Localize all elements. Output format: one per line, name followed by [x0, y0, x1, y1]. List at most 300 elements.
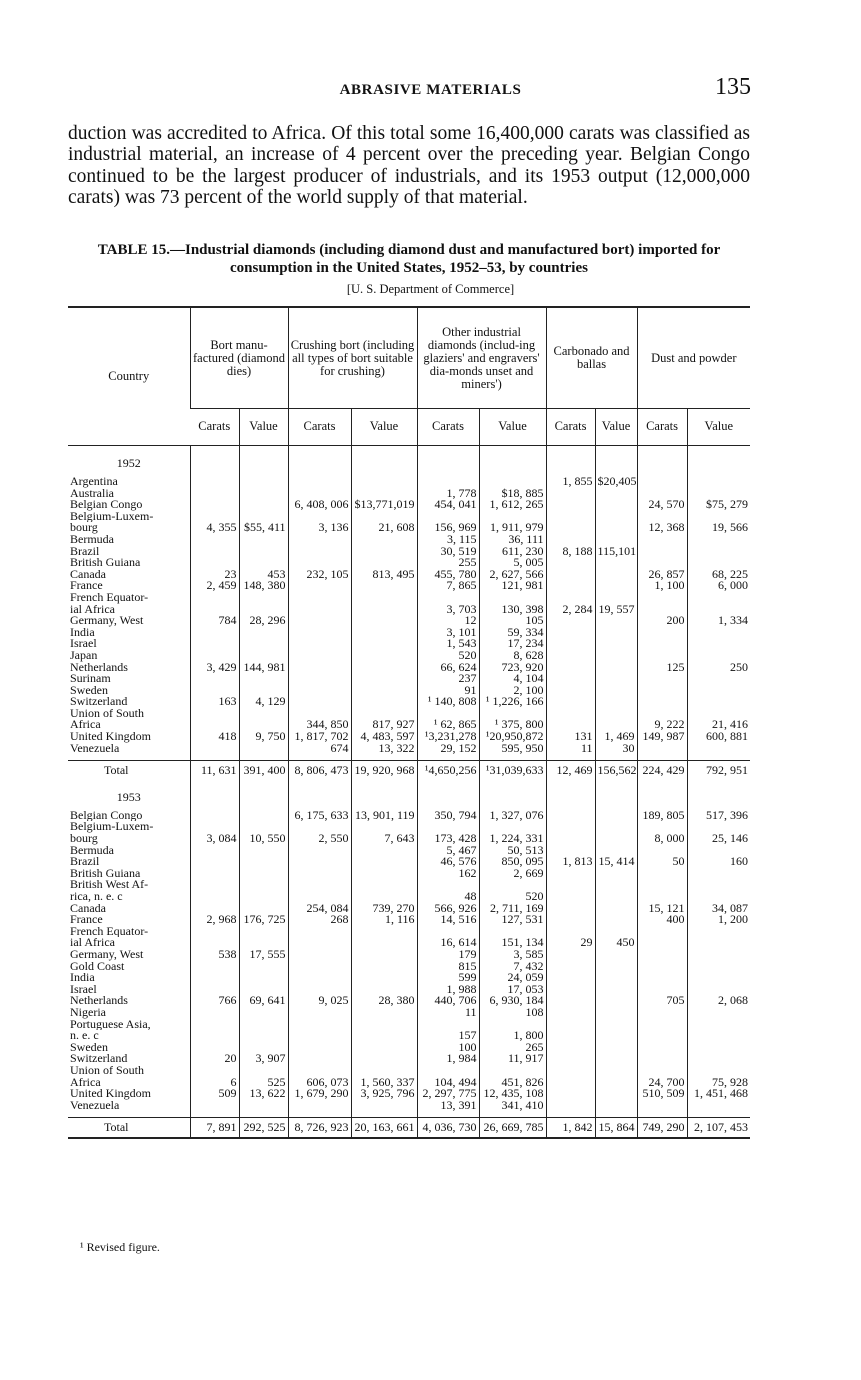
- data-cell: [351, 1007, 417, 1019]
- subheader-value: Value: [239, 409, 288, 446]
- data-cell: 1, 800: [479, 1030, 546, 1042]
- empty-cell: [417, 446, 479, 477]
- data-cell: 12, 368: [637, 522, 687, 534]
- data-cell: 450: [595, 937, 637, 949]
- table-row: [68, 580, 750, 592]
- data-cell: [595, 995, 637, 1007]
- empty-cell: [595, 879, 637, 891]
- data-cell: [595, 580, 637, 592]
- data-cell: [637, 1100, 687, 1112]
- total-cell: 15, 864: [595, 1118, 637, 1138]
- country-name: Netherlands: [70, 995, 128, 1007]
- data-cell: 91: [417, 685, 479, 697]
- year-row: [68, 446, 750, 477]
- data-cell: 200: [637, 615, 687, 627]
- country-name: Venezuela: [70, 742, 120, 755]
- empty-cell: [479, 879, 546, 891]
- table-row: [68, 627, 750, 639]
- data-cell: [637, 949, 687, 961]
- empty-cell: [190, 879, 239, 891]
- data-cell: [190, 604, 239, 616]
- total-cell: ¹4,650,256: [417, 761, 479, 780]
- empty-cell: [288, 780, 351, 810]
- table-row: [68, 845, 750, 857]
- data-cell: [351, 856, 417, 868]
- country-name: Germany, West: [70, 615, 144, 627]
- table-row: [68, 995, 750, 1007]
- empty-cell: [479, 821, 546, 833]
- data-cell: 2, 459: [190, 580, 239, 592]
- country-name: Sweden: [70, 684, 108, 697]
- data-cell: [595, 972, 637, 984]
- empty-cell: [239, 511, 288, 523]
- data-cell: 10, 550: [239, 833, 288, 845]
- table-row: [68, 557, 750, 569]
- data-cell: 344, 850: [288, 719, 351, 731]
- data-cell: 28, 296: [239, 615, 288, 627]
- total-cell: 1, 842: [546, 1118, 595, 1138]
- data-cell: 739, 270: [351, 903, 417, 915]
- data-cell: [239, 984, 288, 996]
- table-row: [68, 937, 750, 949]
- data-cell: [351, 845, 417, 857]
- empty-cell: [595, 821, 637, 833]
- data-cell: 455, 780: [417, 569, 479, 581]
- table-row: [68, 615, 750, 627]
- data-cell: 50: [637, 856, 687, 868]
- data-cell: 418: [190, 731, 239, 743]
- data-cell: 1, 451, 468: [687, 1088, 750, 1100]
- empty-cell: [239, 1019, 288, 1031]
- empty-cell: [546, 1065, 595, 1077]
- data-cell: [239, 604, 288, 616]
- empty-cell: [479, 1019, 546, 1031]
- empty-cell: [546, 708, 595, 720]
- data-cell: [239, 719, 288, 731]
- data-cell: [687, 937, 750, 949]
- data-cell: [687, 984, 750, 996]
- country-name: ial Africa: [70, 603, 115, 616]
- data-cell: 232, 105: [288, 569, 351, 581]
- data-cell: [239, 534, 288, 546]
- data-cell: [239, 937, 288, 949]
- data-cell: [288, 1053, 351, 1065]
- total-cell: 8, 806, 473: [288, 761, 351, 780]
- data-cell: [239, 972, 288, 984]
- data-cell: [417, 476, 479, 488]
- data-cell: 17, 053: [479, 984, 546, 996]
- data-cell: [687, 972, 750, 984]
- data-cell: [239, 499, 288, 511]
- table-row: [68, 810, 750, 822]
- empty-cell: [687, 708, 750, 720]
- data-cell: [637, 1007, 687, 1019]
- empty-cell: [417, 592, 479, 604]
- data-cell: 2, 669: [479, 868, 546, 880]
- subheader-value: Value: [595, 409, 637, 446]
- empty-cell: [190, 446, 239, 477]
- data-cell: [288, 685, 351, 697]
- empty-cell: [637, 592, 687, 604]
- header-bort-manufactured: Bort manu-factured (diamond dies): [190, 307, 288, 409]
- data-cell: 1, 100: [637, 580, 687, 592]
- page-number: 135: [715, 74, 751, 100]
- data-cell: [637, 696, 687, 708]
- table-row: [68, 534, 750, 546]
- data-cell: [687, 534, 750, 546]
- empty-cell: [288, 708, 351, 720]
- data-cell: [546, 903, 595, 915]
- data-cell: 766: [190, 995, 239, 1007]
- empty-cell: [351, 1019, 417, 1031]
- data-cell: [351, 1053, 417, 1065]
- data-cell: 68, 225: [687, 569, 750, 581]
- country-name: ial Africa: [70, 937, 115, 949]
- data-cell: 36, 111: [479, 534, 546, 546]
- data-cell: [288, 1042, 351, 1054]
- data-cell: [190, 476, 239, 488]
- data-cell: [595, 685, 637, 697]
- data-cell: [637, 937, 687, 949]
- total-row: [68, 1118, 750, 1138]
- data-cell: [288, 638, 351, 650]
- country-name: Bermuda: [70, 533, 114, 546]
- table-row: [68, 961, 750, 973]
- data-cell: 525: [239, 1077, 288, 1089]
- data-cell: 520: [479, 891, 546, 903]
- data-cell: 6, 930, 184: [479, 995, 546, 1007]
- empty-cell: [595, 592, 637, 604]
- data-cell: 400: [637, 914, 687, 926]
- data-cell: 1, 813: [546, 856, 595, 868]
- empty-cell: [288, 1065, 351, 1077]
- data-cell: 1, 224, 331: [479, 833, 546, 845]
- data-cell: 9, 025: [288, 995, 351, 1007]
- data-cell: [288, 557, 351, 569]
- intro-paragraph: duction was accredited to Africa. Of this total some 16,400,000 carats was classified as industrial material, an increase of 4 percent over the preceding year. Belgian Congo continued to be the largest producer of industrials, and its 1953 output (12,000,000 carats) was 73 percent of the world supply of that material.: [68, 123, 750, 209]
- table-row: [68, 984, 750, 996]
- total-label: Total: [68, 761, 190, 780]
- country-name: French Equator-: [70, 925, 149, 938]
- data-cell: [546, 833, 595, 845]
- empty-cell: [190, 780, 239, 810]
- table-row: [68, 1053, 750, 1065]
- total-cell: 4, 036, 730: [417, 1118, 479, 1138]
- data-cell: 1, 817, 702: [288, 731, 351, 743]
- data-cell: [239, 488, 288, 500]
- data-cell: 14, 516: [417, 914, 479, 926]
- data-cell: [687, 1053, 750, 1065]
- data-cell: 30: [595, 743, 637, 755]
- data-cell: 817, 927: [351, 719, 417, 731]
- empty-cell: [595, 926, 637, 938]
- total-cell: ¹31,039,633: [479, 761, 546, 780]
- empty-cell: [417, 780, 479, 810]
- empty-cell: [417, 708, 479, 720]
- data-cell: 6, 408, 006: [288, 499, 351, 511]
- data-cell: [687, 604, 750, 616]
- year-label: 1952: [116, 456, 141, 471]
- country-name: Belgian Congo: [70, 499, 143, 511]
- data-cell: [239, 650, 288, 662]
- empty-cell: [417, 511, 479, 523]
- data-cell: 3, 925, 796: [351, 1088, 417, 1100]
- empty-cell: [687, 1065, 750, 1077]
- data-cell: [288, 868, 351, 880]
- country-name: Australia: [70, 487, 114, 500]
- data-cell: 156, 969: [417, 522, 479, 534]
- data-cell: [637, 1053, 687, 1065]
- data-cell: [687, 673, 750, 685]
- data-cell: [288, 845, 351, 857]
- data-cell: 125: [637, 662, 687, 674]
- data-cell: 599: [417, 972, 479, 984]
- data-cell: [595, 696, 637, 708]
- country-name: Israel: [70, 983, 97, 996]
- data-cell: 131: [546, 731, 595, 743]
- data-cell: [595, 522, 637, 534]
- table-row: [68, 696, 750, 708]
- data-cell: 2, 100: [479, 685, 546, 697]
- data-cell: [546, 1088, 595, 1100]
- data-cell: [351, 650, 417, 662]
- country-name: Israel: [70, 638, 97, 650]
- data-cell: 254, 084: [288, 903, 351, 915]
- data-cell: 6, 175, 633: [288, 810, 351, 822]
- data-cell: 350, 794: [417, 810, 479, 822]
- data-cell: [687, 696, 750, 708]
- data-cell: [288, 1030, 351, 1042]
- empty-cell: [637, 708, 687, 720]
- data-cell: [351, 662, 417, 674]
- data-cell: [546, 914, 595, 926]
- country-name: British West Af-: [70, 879, 149, 891]
- data-cell: 6, 000: [687, 580, 750, 592]
- data-cell: [351, 1042, 417, 1054]
- data-cell: [546, 557, 595, 569]
- data-cell: [595, 534, 637, 546]
- data-cell: [190, 1030, 239, 1042]
- data-cell: [546, 1100, 595, 1112]
- empty-cell: [190, 708, 239, 720]
- table-row: [68, 743, 750, 755]
- country-name: n. e. c: [70, 1030, 99, 1042]
- country-name: Africa: [70, 719, 101, 732]
- table-row: [68, 546, 750, 558]
- empty-cell: [351, 592, 417, 604]
- country-name: India: [70, 626, 95, 639]
- empty-cell: [351, 780, 417, 810]
- empty-cell: [479, 511, 546, 523]
- data-cell: 1, 984: [417, 1053, 479, 1065]
- total-label: Total: [68, 1118, 190, 1138]
- data-cell: 9, 750: [239, 731, 288, 743]
- subheader-carats: Carats: [198, 419, 231, 434]
- data-cell: [288, 984, 351, 996]
- data-cell: [190, 856, 239, 868]
- data-cell: [351, 984, 417, 996]
- country-name: Belgium-Luxem-: [70, 821, 154, 834]
- table-row: [68, 1007, 750, 1019]
- data-cell: [637, 534, 687, 546]
- data-cell: [190, 638, 239, 650]
- data-cell: [546, 984, 595, 996]
- empty-cell: [637, 821, 687, 833]
- data-cell: [288, 696, 351, 708]
- data-cell: [595, 845, 637, 857]
- empty-cell: [687, 926, 750, 938]
- data-cell: 46, 576: [417, 856, 479, 868]
- data-cell: 3, 907: [239, 1053, 288, 1065]
- country-name: Bermuda: [70, 844, 114, 857]
- empty-cell: [687, 511, 750, 523]
- data-cell: $75, 279: [687, 499, 750, 511]
- data-cell: 1, 560, 337: [351, 1077, 417, 1089]
- country-name: United Kingdom: [70, 1088, 151, 1100]
- table-row: [68, 903, 750, 915]
- data-cell: [351, 1100, 417, 1112]
- table-body: [68, 446, 750, 1138]
- table-row: [68, 476, 750, 488]
- data-cell: $20,405: [595, 476, 637, 488]
- footnote: ¹ Revised figure.: [80, 1240, 160, 1254]
- empty-cell: [637, 446, 687, 477]
- running-header-title: ABRASIVE MATERIALS: [339, 82, 522, 98]
- data-cell: [351, 1030, 417, 1042]
- empty-cell: [546, 780, 595, 810]
- data-cell: [687, 845, 750, 857]
- data-cell: [288, 650, 351, 662]
- data-cell: 23: [190, 569, 239, 581]
- data-cell: 144, 981: [239, 662, 288, 674]
- data-cell: [351, 949, 417, 961]
- total-cell: 7, 891: [190, 1118, 239, 1138]
- data-cell: [288, 615, 351, 627]
- data-cell: 50, 513: [479, 845, 546, 857]
- data-cell: [239, 627, 288, 639]
- data-cell: [687, 891, 750, 903]
- empty-cell: [687, 821, 750, 833]
- data-cell: 189, 805: [637, 810, 687, 822]
- empty-cell: [546, 446, 595, 477]
- data-cell: [546, 891, 595, 903]
- data-cell: 3, 703: [417, 604, 479, 616]
- data-cell: [546, 1007, 595, 1019]
- data-cell: [288, 1007, 351, 1019]
- data-cell: [239, 685, 288, 697]
- data-cell: 784: [190, 615, 239, 627]
- data-cell: [637, 488, 687, 500]
- table-row: [68, 511, 750, 523]
- data-cell: [637, 868, 687, 880]
- data-cell: [595, 1100, 637, 1112]
- data-cell: [595, 914, 637, 926]
- data-cell: 1, 778: [417, 488, 479, 500]
- subheader-carats: Carats: [637, 409, 687, 446]
- data-cell: 29, 152: [417, 743, 479, 755]
- country-name: Nigeria: [70, 1006, 106, 1019]
- table-row: [68, 891, 750, 903]
- empty-cell: [687, 879, 750, 891]
- data-cell: [239, 476, 288, 488]
- data-cell: 600, 881: [687, 731, 750, 743]
- data-cell: 11: [546, 743, 595, 755]
- data-cell: [190, 719, 239, 731]
- empty-cell: [546, 821, 595, 833]
- data-cell: ¹ 140, 808: [417, 696, 479, 708]
- header-country: Country: [108, 369, 150, 383]
- data-cell: 611, 230: [479, 546, 546, 558]
- data-cell: [190, 499, 239, 511]
- data-cell: [595, 488, 637, 500]
- data-cell: 7, 865: [417, 580, 479, 592]
- data-cell: [288, 604, 351, 616]
- data-cell: [546, 1030, 595, 1042]
- empty-cell: [351, 926, 417, 938]
- data-cell: [687, 546, 750, 558]
- data-cell: [351, 534, 417, 546]
- empty-cell: [239, 926, 288, 938]
- table-row: [68, 1088, 750, 1100]
- empty-cell: [351, 1065, 417, 1077]
- data-cell: [190, 650, 239, 662]
- subheader-value: Value: [687, 409, 750, 446]
- data-cell: [288, 891, 351, 903]
- data-cell: [595, 810, 637, 822]
- empty-cell: [288, 821, 351, 833]
- empty-cell: [637, 1065, 687, 1077]
- data-cell: [637, 891, 687, 903]
- data-cell: ¹ 62, 865: [417, 719, 479, 731]
- data-cell: 255: [417, 557, 479, 569]
- data-cell: 11: [417, 1007, 479, 1019]
- table-row: [68, 1042, 750, 1054]
- country-name: British Guiana: [70, 557, 141, 569]
- data-cell: [637, 743, 687, 755]
- empty-cell: [479, 708, 546, 720]
- header-dust-powder: Dust and powder: [637, 307, 750, 409]
- data-cell: 440, 706: [417, 995, 479, 1007]
- empty-cell: [239, 780, 288, 810]
- empty-cell: [595, 511, 637, 523]
- empty-cell: [546, 1019, 595, 1031]
- data-cell: 105: [479, 615, 546, 627]
- data-cell: [288, 673, 351, 685]
- total-cell: 12, 469: [546, 761, 595, 780]
- empty-cell: [288, 1019, 351, 1031]
- empty-cell: [190, 821, 239, 833]
- data-cell: 341, 410: [479, 1100, 546, 1112]
- data-cell: [595, 903, 637, 915]
- data-cell: [687, 488, 750, 500]
- data-cell: [595, 650, 637, 662]
- empty-cell: [239, 708, 288, 720]
- data-cell: 454, 041: [417, 499, 479, 511]
- country-name: bourg: [70, 833, 98, 845]
- data-cell: 451, 826: [479, 1077, 546, 1089]
- data-cell: 30, 519: [417, 546, 479, 558]
- data-cell: 6: [190, 1077, 239, 1089]
- total-cell: 8, 726, 923: [288, 1118, 351, 1138]
- data-cell: [595, 984, 637, 996]
- data-cell: 130, 398: [479, 604, 546, 616]
- data-cell: [546, 868, 595, 880]
- country-name: Canada: [70, 902, 106, 915]
- data-cell: [351, 476, 417, 488]
- data-cell: [239, 1042, 288, 1054]
- total-row: [68, 761, 750, 780]
- data-cell: [637, 845, 687, 857]
